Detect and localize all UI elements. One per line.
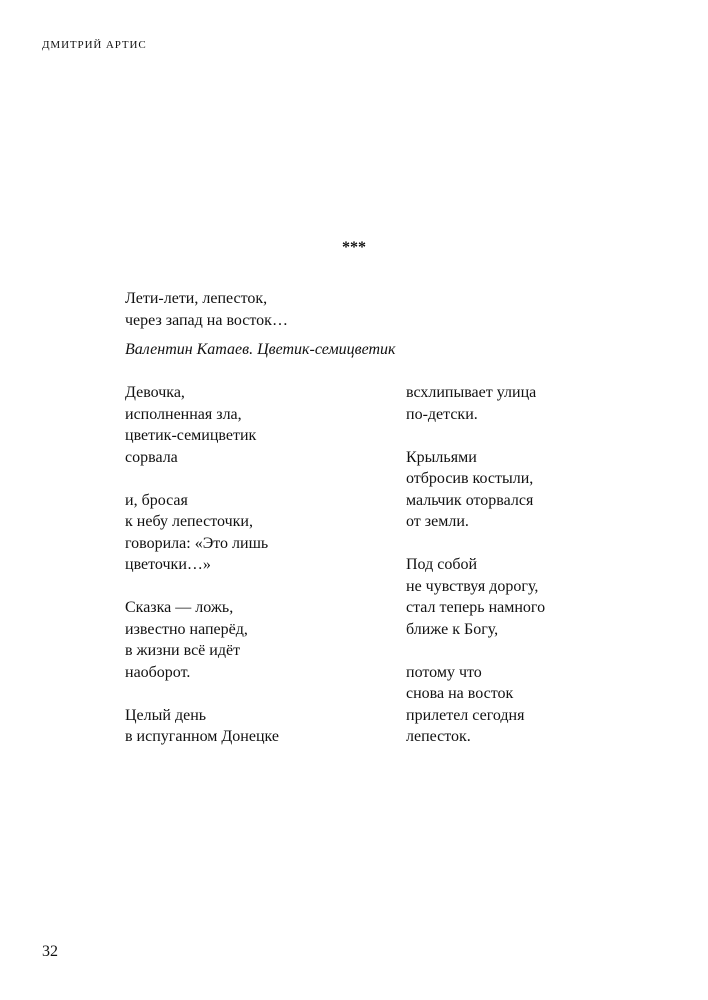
epigraph-line: через запад на восток… xyxy=(125,311,288,329)
verse-line: Девочка, xyxy=(125,384,185,401)
verse-line: по-детски. xyxy=(406,405,478,423)
poem-left-column xyxy=(125,382,279,769)
verse-line: к небу лепесточки, xyxy=(125,513,253,530)
verse-line: не чувствуя дорогу, xyxy=(406,577,539,595)
verse-line: и, бросая xyxy=(125,491,188,509)
verse-line: стал теперь намного xyxy=(406,599,546,616)
stanza xyxy=(125,597,279,683)
verse-line: говорила: «Это лишь xyxy=(125,534,269,552)
stanza xyxy=(406,662,545,748)
verse-line: цветочки…» xyxy=(125,556,211,573)
poem-right-column xyxy=(406,382,545,769)
verse-line: потому что xyxy=(406,663,482,681)
stanza xyxy=(125,705,279,748)
verse-line: Крыльями xyxy=(406,448,477,466)
verse-line: отбросив костыли, xyxy=(406,470,534,487)
stanza xyxy=(406,447,545,533)
verse-line: в испуганном Донецке xyxy=(125,728,280,745)
verse-line: снова на восток xyxy=(406,685,514,702)
verse-line: лепесток. xyxy=(406,728,471,745)
verse-line: ближе к Богу, xyxy=(406,620,499,638)
epigraph xyxy=(125,288,396,361)
stanza xyxy=(406,382,545,425)
verse-line: Целый день xyxy=(125,706,207,724)
poem-title-asterisks: *** xyxy=(342,239,366,256)
page-number: 32 xyxy=(42,943,58,960)
verse-line: от земли. xyxy=(406,513,469,530)
verse-line: Под собой xyxy=(406,556,478,573)
verse-line: наоборот. xyxy=(125,663,191,681)
stanza xyxy=(125,382,279,468)
verse-line: всхлипывает улица xyxy=(406,384,537,401)
verse-line: мальчик оторвался xyxy=(406,491,534,509)
verse-line: в жизни всё идёт xyxy=(125,642,241,659)
verse-line: прилетел сегодня xyxy=(406,706,525,724)
epigraph-line: Лети-лети, лепесток, xyxy=(125,290,268,307)
verse-line: Сказка — ложь, xyxy=(125,599,234,616)
stanza xyxy=(406,554,545,640)
epigraph-source: Валентин Катаев. Цветик-семицветик xyxy=(125,341,396,358)
stanza xyxy=(125,490,279,576)
verse-line: исполненная зла, xyxy=(125,405,242,423)
verse-line: известно наперёд, xyxy=(125,620,248,638)
running-header-author: ДМИТРИЙ АРТИС xyxy=(42,39,147,51)
verse-line: сорвала xyxy=(125,448,178,466)
verse-line: цветик-семицветик xyxy=(125,427,257,444)
